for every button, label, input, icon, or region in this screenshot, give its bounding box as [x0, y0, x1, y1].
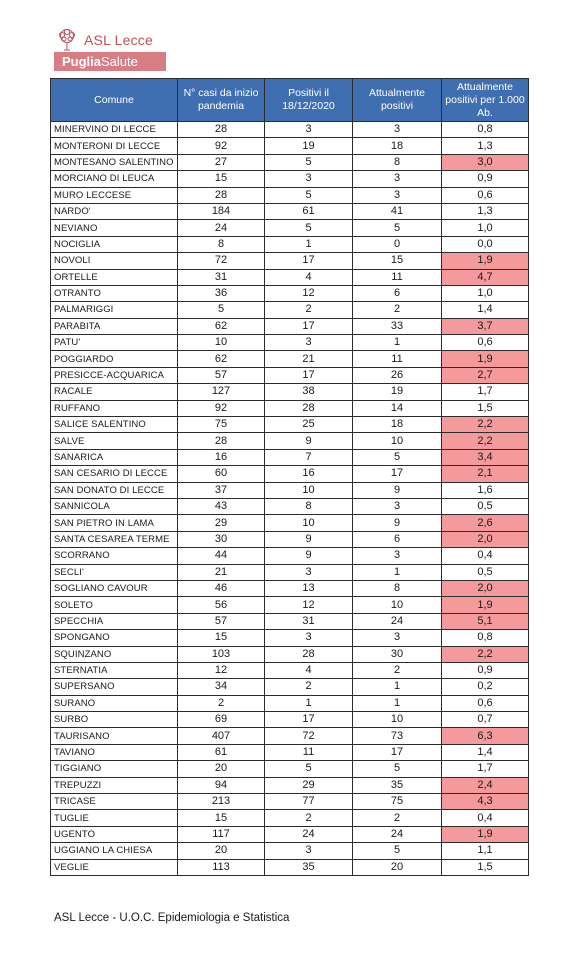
cell-per-mille: 1,0	[442, 285, 529, 301]
cell-comune: SOLETO	[51, 597, 178, 613]
cell-comune: TRICASE	[51, 794, 178, 810]
cell-per-mille: 3,0	[442, 154, 529, 170]
cell-positivi-1812: 17	[265, 712, 353, 728]
cell-per-mille: 2,2	[442, 433, 529, 449]
cell-comune: ORTELLE	[51, 269, 178, 285]
cell-casi: 43	[178, 498, 265, 514]
cell-casi: 8	[178, 236, 265, 252]
cell-casi: 5	[178, 302, 265, 318]
cell-casi: 60	[178, 466, 265, 482]
cell-casi: 15	[178, 171, 265, 187]
cell-per-mille: 2,6	[442, 515, 529, 531]
cell-attuali: 41	[353, 203, 442, 219]
cell-per-mille: 0,9	[442, 662, 529, 678]
cell-comune: RUFFANO	[51, 400, 178, 416]
cell-positivi-1812: 11	[265, 744, 353, 760]
table-row	[51, 695, 529, 711]
cell-attuali: 18	[353, 138, 442, 154]
cell-attuali: 17	[353, 744, 442, 760]
cell-attuali: 33	[353, 318, 442, 334]
cell-positivi-1812: 10	[265, 482, 353, 498]
cell-per-mille: 0,4	[442, 810, 529, 826]
cell-positivi-1812: 31	[265, 613, 353, 629]
cell-positivi-1812: 5	[265, 187, 353, 203]
cell-comune: TUGLIE	[51, 810, 178, 826]
cell-comune: SOGLIANO CAVOUR	[51, 580, 178, 596]
cell-positivi-1812: 3	[265, 564, 353, 580]
table-row	[51, 630, 529, 646]
cell-casi: 92	[178, 138, 265, 154]
footer-text: ASL Lecce - U.O.C. Epidemiologia e Statistica	[54, 912, 290, 924]
logo-org-name: ASL Lecce	[84, 32, 153, 48]
cell-positivi-1812: 17	[265, 253, 353, 269]
cell-casi: 10	[178, 335, 265, 351]
cell-attuali: 3	[353, 498, 442, 514]
cell-comune: SALICE SALENTINO	[51, 417, 178, 433]
table-row	[51, 761, 529, 777]
cell-positivi-1812: 77	[265, 794, 353, 810]
cell-per-mille: 1,9	[442, 351, 529, 367]
cell-comune: UGENTO	[51, 826, 178, 842]
cell-per-mille: 1,4	[442, 302, 529, 318]
cell-comune: SANARICA	[51, 449, 178, 465]
cell-casi: 37	[178, 482, 265, 498]
cell-comune: PRESICCE-ACQUARICA	[51, 367, 178, 383]
cell-attuali: 8	[353, 580, 442, 596]
cell-attuali: 0	[353, 236, 442, 252]
cell-comune: OTRANTO	[51, 285, 178, 301]
table-row	[51, 810, 529, 826]
table-row	[51, 679, 529, 695]
cell-casi: 31	[178, 269, 265, 285]
cell-casi: 28	[178, 187, 265, 203]
cell-casi: 15	[178, 630, 265, 646]
cell-attuali: 5	[353, 220, 442, 236]
cell-comune: TAVIANO	[51, 744, 178, 760]
header-casi: N° casi da inizio pandemia	[178, 79, 265, 122]
cell-per-mille: 0,6	[442, 335, 529, 351]
cell-attuali: 30	[353, 646, 442, 662]
cell-per-mille: 2,2	[442, 646, 529, 662]
table-row	[51, 367, 529, 383]
cell-comune: POGGIARDO	[51, 351, 178, 367]
asl-logo	[54, 28, 174, 72]
cell-casi: 113	[178, 859, 265, 875]
cell-casi: 75	[178, 417, 265, 433]
cell-attuali: 20	[353, 859, 442, 875]
cell-per-mille: 0,6	[442, 187, 529, 203]
cell-per-mille: 2,2	[442, 417, 529, 433]
cell-positivi-1812: 16	[265, 466, 353, 482]
cell-attuali: 6	[353, 285, 442, 301]
cell-positivi-1812: 3	[265, 171, 353, 187]
table-row	[51, 712, 529, 728]
cell-comune: SURBO	[51, 712, 178, 728]
cell-casi: 46	[178, 580, 265, 596]
cell-positivi-1812: 5	[265, 154, 353, 170]
cell-positivi-1812: 35	[265, 859, 353, 875]
cell-per-mille: 2,7	[442, 367, 529, 383]
table-row	[51, 515, 529, 531]
cell-per-mille: 3,4	[442, 449, 529, 465]
cell-attuali: 8	[353, 154, 442, 170]
cell-positivi-1812: 61	[265, 203, 353, 219]
cell-casi: 2	[178, 695, 265, 711]
table-row	[51, 744, 529, 760]
cell-per-mille: 2,0	[442, 531, 529, 547]
cell-casi: 213	[178, 794, 265, 810]
cell-positivi-1812: 29	[265, 777, 353, 793]
cell-casi: 15	[178, 810, 265, 826]
cell-per-mille: 0,5	[442, 564, 529, 580]
table-row	[51, 498, 529, 514]
cell-positivi-1812: 9	[265, 548, 353, 564]
cell-comune: UGGIANO LA CHIESA	[51, 843, 178, 859]
table-row	[51, 302, 529, 318]
cell-attuali: 1	[353, 335, 442, 351]
cell-per-mille: 0,4	[442, 548, 529, 564]
table-row	[51, 531, 529, 547]
cell-per-mille: 3,7	[442, 318, 529, 334]
cell-attuali: 3	[353, 122, 442, 138]
cell-attuali: 35	[353, 777, 442, 793]
table-row	[51, 203, 529, 219]
cell-comune: SALVE	[51, 433, 178, 449]
cell-comune: SPECCHIA	[51, 613, 178, 629]
cell-comune: SURANO	[51, 695, 178, 711]
cell-per-mille: 5,1	[442, 613, 529, 629]
table-row	[51, 236, 529, 252]
cell-comune: PALMARIGGI	[51, 302, 178, 318]
cell-attuali: 5	[353, 843, 442, 859]
cell-per-mille: 1,9	[442, 253, 529, 269]
cell-positivi-1812: 13	[265, 580, 353, 596]
cell-attuali: 1	[353, 564, 442, 580]
cell-attuali: 3	[353, 171, 442, 187]
cell-casi: 29	[178, 515, 265, 531]
cell-attuali: 6	[353, 531, 442, 547]
table-row	[51, 417, 529, 433]
cell-attuali: 5	[353, 761, 442, 777]
cell-comune: NARDO'	[51, 203, 178, 219]
header-per-mille: Attualmente positivi per 1.000 Ab.	[442, 79, 529, 122]
cell-casi: 30	[178, 531, 265, 547]
cell-attuali: 15	[353, 253, 442, 269]
cell-per-mille: 1,5	[442, 859, 529, 875]
table-row	[51, 662, 529, 678]
cell-casi: 92	[178, 400, 265, 416]
header-attuali: Attualmente positivi	[353, 79, 442, 122]
cell-positivi-1812: 4	[265, 662, 353, 678]
table-row	[51, 335, 529, 351]
table-row	[51, 826, 529, 842]
cell-attuali: 10	[353, 712, 442, 728]
cell-comune: PATU'	[51, 335, 178, 351]
cell-per-mille: 1,3	[442, 203, 529, 219]
cell-attuali: 11	[353, 351, 442, 367]
cell-comune: PARABITA	[51, 318, 178, 334]
cell-casi: 24	[178, 220, 265, 236]
cell-positivi-1812: 17	[265, 367, 353, 383]
logo-brand-rest: Salute	[101, 54, 138, 69]
cell-positivi-1812: 9	[265, 531, 353, 547]
tree-icon	[54, 28, 80, 52]
cell-comune: TREPUZZI	[51, 777, 178, 793]
table-row	[51, 580, 529, 596]
cell-positivi-1812: 1	[265, 236, 353, 252]
cell-attuali: 18	[353, 417, 442, 433]
cell-positivi-1812: 5	[265, 220, 353, 236]
cell-per-mille: 0,0	[442, 236, 529, 252]
table-row	[51, 269, 529, 285]
table-row	[51, 449, 529, 465]
cell-per-mille: 2,4	[442, 777, 529, 793]
cell-casi: 20	[178, 843, 265, 859]
cell-casi: 28	[178, 122, 265, 138]
cell-per-mille: 0,2	[442, 679, 529, 695]
cell-positivi-1812: 8	[265, 498, 353, 514]
cell-comune: MONTESANO SALENTINO	[51, 154, 178, 170]
cell-casi: 62	[178, 318, 265, 334]
cell-casi: 94	[178, 777, 265, 793]
cell-positivi-1812: 28	[265, 400, 353, 416]
cell-per-mille: 6,3	[442, 728, 529, 744]
cell-positivi-1812: 1	[265, 695, 353, 711]
cell-positivi-1812: 21	[265, 351, 353, 367]
cell-comune: SAN PIETRO IN LAMA	[51, 515, 178, 531]
table-row	[51, 433, 529, 449]
cell-comune: MINERVINO DI LECCE	[51, 122, 178, 138]
cell-casi: 117	[178, 826, 265, 842]
cell-casi: 56	[178, 597, 265, 613]
cell-attuali: 1	[353, 695, 442, 711]
cell-attuali: 24	[353, 826, 442, 842]
cell-positivi-1812: 2	[265, 810, 353, 826]
table-row	[51, 253, 529, 269]
cell-attuali: 3	[353, 548, 442, 564]
cell-casi: 62	[178, 351, 265, 367]
cell-casi: 57	[178, 367, 265, 383]
table-row	[51, 646, 529, 662]
cell-per-mille: 1,4	[442, 744, 529, 760]
table-row	[51, 138, 529, 154]
cell-casi: 61	[178, 744, 265, 760]
cell-comune: SPONGANO	[51, 630, 178, 646]
table-row	[51, 171, 529, 187]
table-row	[51, 384, 529, 400]
cell-per-mille: 1,5	[442, 400, 529, 416]
cell-positivi-1812: 7	[265, 449, 353, 465]
cell-positivi-1812: 12	[265, 597, 353, 613]
cell-positivi-1812: 2	[265, 679, 353, 695]
cell-per-mille: 1,6	[442, 482, 529, 498]
cell-attuali: 75	[353, 794, 442, 810]
cell-positivi-1812: 72	[265, 728, 353, 744]
cell-attuali: 10	[353, 597, 442, 613]
cell-per-mille: 1,9	[442, 826, 529, 842]
cell-casi: 36	[178, 285, 265, 301]
table-row	[51, 154, 529, 170]
cell-attuali: 2	[353, 662, 442, 678]
cell-comune: SANNICOLA	[51, 498, 178, 514]
cell-positivi-1812: 3	[265, 630, 353, 646]
cell-positivi-1812: 3	[265, 843, 353, 859]
table-row	[51, 187, 529, 203]
cell-casi: 127	[178, 384, 265, 400]
cell-attuali: 11	[353, 269, 442, 285]
cell-attuali: 17	[353, 466, 442, 482]
cell-per-mille: 2,1	[442, 466, 529, 482]
cell-comune: NOVOLI	[51, 253, 178, 269]
cell-comune: MONTERONI DI LECCE	[51, 138, 178, 154]
cell-casi: 21	[178, 564, 265, 580]
table-body	[51, 122, 529, 876]
cell-positivi-1812: 3	[265, 122, 353, 138]
cell-positivi-1812: 38	[265, 384, 353, 400]
cell-attuali: 3	[353, 630, 442, 646]
cell-casi: 57	[178, 613, 265, 629]
cell-positivi-1812: 3	[265, 335, 353, 351]
cell-casi: 44	[178, 548, 265, 564]
table-row	[51, 597, 529, 613]
cell-per-mille: 0,6	[442, 695, 529, 711]
cell-comune: SAN CESARIO DI LECCE	[51, 466, 178, 482]
cell-per-mille: 1,9	[442, 597, 529, 613]
cell-attuali: 1	[353, 679, 442, 695]
cell-casi: 34	[178, 679, 265, 695]
cell-attuali: 24	[353, 613, 442, 629]
cell-casi: 184	[178, 203, 265, 219]
cell-casi: 103	[178, 646, 265, 662]
cell-casi: 407	[178, 728, 265, 744]
cell-attuali: 9	[353, 515, 442, 531]
cell-casi: 27	[178, 154, 265, 170]
cell-per-mille: 0,8	[442, 630, 529, 646]
cell-comune: MURO LECCESE	[51, 187, 178, 203]
cell-positivi-1812: 4	[265, 269, 353, 285]
cell-positivi-1812: 17	[265, 318, 353, 334]
table-row	[51, 466, 529, 482]
cell-positivi-1812: 28	[265, 646, 353, 662]
logo-brand	[54, 52, 166, 71]
cell-comune: SECLI'	[51, 564, 178, 580]
cell-attuali: 2	[353, 302, 442, 318]
cell-per-mille: 0,5	[442, 498, 529, 514]
cell-comune: MORCIANO DI LEUCA	[51, 171, 178, 187]
cell-per-mille: 4,3	[442, 794, 529, 810]
table-row	[51, 122, 529, 138]
table-row	[51, 285, 529, 301]
table-row	[51, 843, 529, 859]
cell-per-mille: 1,7	[442, 761, 529, 777]
cell-per-mille: 1,1	[442, 843, 529, 859]
header-comune: Comune	[51, 79, 178, 122]
cell-positivi-1812: 25	[265, 417, 353, 433]
cell-attuali: 14	[353, 400, 442, 416]
cell-positivi-1812: 24	[265, 826, 353, 842]
cell-per-mille: 2,0	[442, 580, 529, 596]
cell-per-mille: 0,8	[442, 122, 529, 138]
cell-per-mille: 4,7	[442, 269, 529, 285]
cell-attuali: 3	[353, 187, 442, 203]
cell-casi: 72	[178, 253, 265, 269]
cell-positivi-1812: 2	[265, 302, 353, 318]
cell-attuali: 5	[353, 449, 442, 465]
cell-comune: NOCIGLIA	[51, 236, 178, 252]
cell-comune: VEGLIE	[51, 859, 178, 875]
cases-table	[50, 78, 529, 876]
cell-attuali: 9	[353, 482, 442, 498]
cell-comune: SCORRANO	[51, 548, 178, 564]
cell-comune: SAN DONATO DI LECCE	[51, 482, 178, 498]
header-positivi-1812: Positivi il 18/12/2020	[265, 79, 353, 122]
cell-per-mille: 1,7	[442, 384, 529, 400]
cell-attuali: 19	[353, 384, 442, 400]
cell-comune: RACALE	[51, 384, 178, 400]
cell-per-mille: 0,7	[442, 712, 529, 728]
table-row	[51, 400, 529, 416]
cell-positivi-1812: 12	[265, 285, 353, 301]
cell-per-mille: 0,9	[442, 171, 529, 187]
logo-brand-bold: Puglia	[62, 54, 102, 69]
table-row	[51, 564, 529, 580]
cell-positivi-1812: 19	[265, 138, 353, 154]
table-row	[51, 613, 529, 629]
cell-comune: SANTA CESAREA TERME	[51, 531, 178, 547]
cell-casi: 69	[178, 712, 265, 728]
table-row	[51, 777, 529, 793]
cell-casi: 28	[178, 433, 265, 449]
cell-attuali: 10	[353, 433, 442, 449]
cell-casi: 20	[178, 761, 265, 777]
cell-per-mille: 1,0	[442, 220, 529, 236]
cell-attuali: 26	[353, 367, 442, 383]
table-row	[51, 351, 529, 367]
cell-casi: 12	[178, 662, 265, 678]
cell-comune: NEVIANO	[51, 220, 178, 236]
cell-comune: SQUINZANO	[51, 646, 178, 662]
cell-comune: TIGGIANO	[51, 761, 178, 777]
table-row	[51, 318, 529, 334]
cell-positivi-1812: 9	[265, 433, 353, 449]
cell-attuali: 73	[353, 728, 442, 744]
table-row	[51, 728, 529, 744]
cell-comune: SUPERSANO	[51, 679, 178, 695]
table-row	[51, 859, 529, 875]
cell-casi: 16	[178, 449, 265, 465]
cell-attuali: 2	[353, 810, 442, 826]
cell-comune: STERNATIA	[51, 662, 178, 678]
table-header-row	[51, 79, 529, 122]
cell-positivi-1812: 5	[265, 761, 353, 777]
table-row	[51, 482, 529, 498]
table-row	[51, 794, 529, 810]
cell-comune: TAURISANO	[51, 728, 178, 744]
table-row	[51, 220, 529, 236]
table-row	[51, 548, 529, 564]
cell-positivi-1812: 10	[265, 515, 353, 531]
cell-per-mille: 1,3	[442, 138, 529, 154]
